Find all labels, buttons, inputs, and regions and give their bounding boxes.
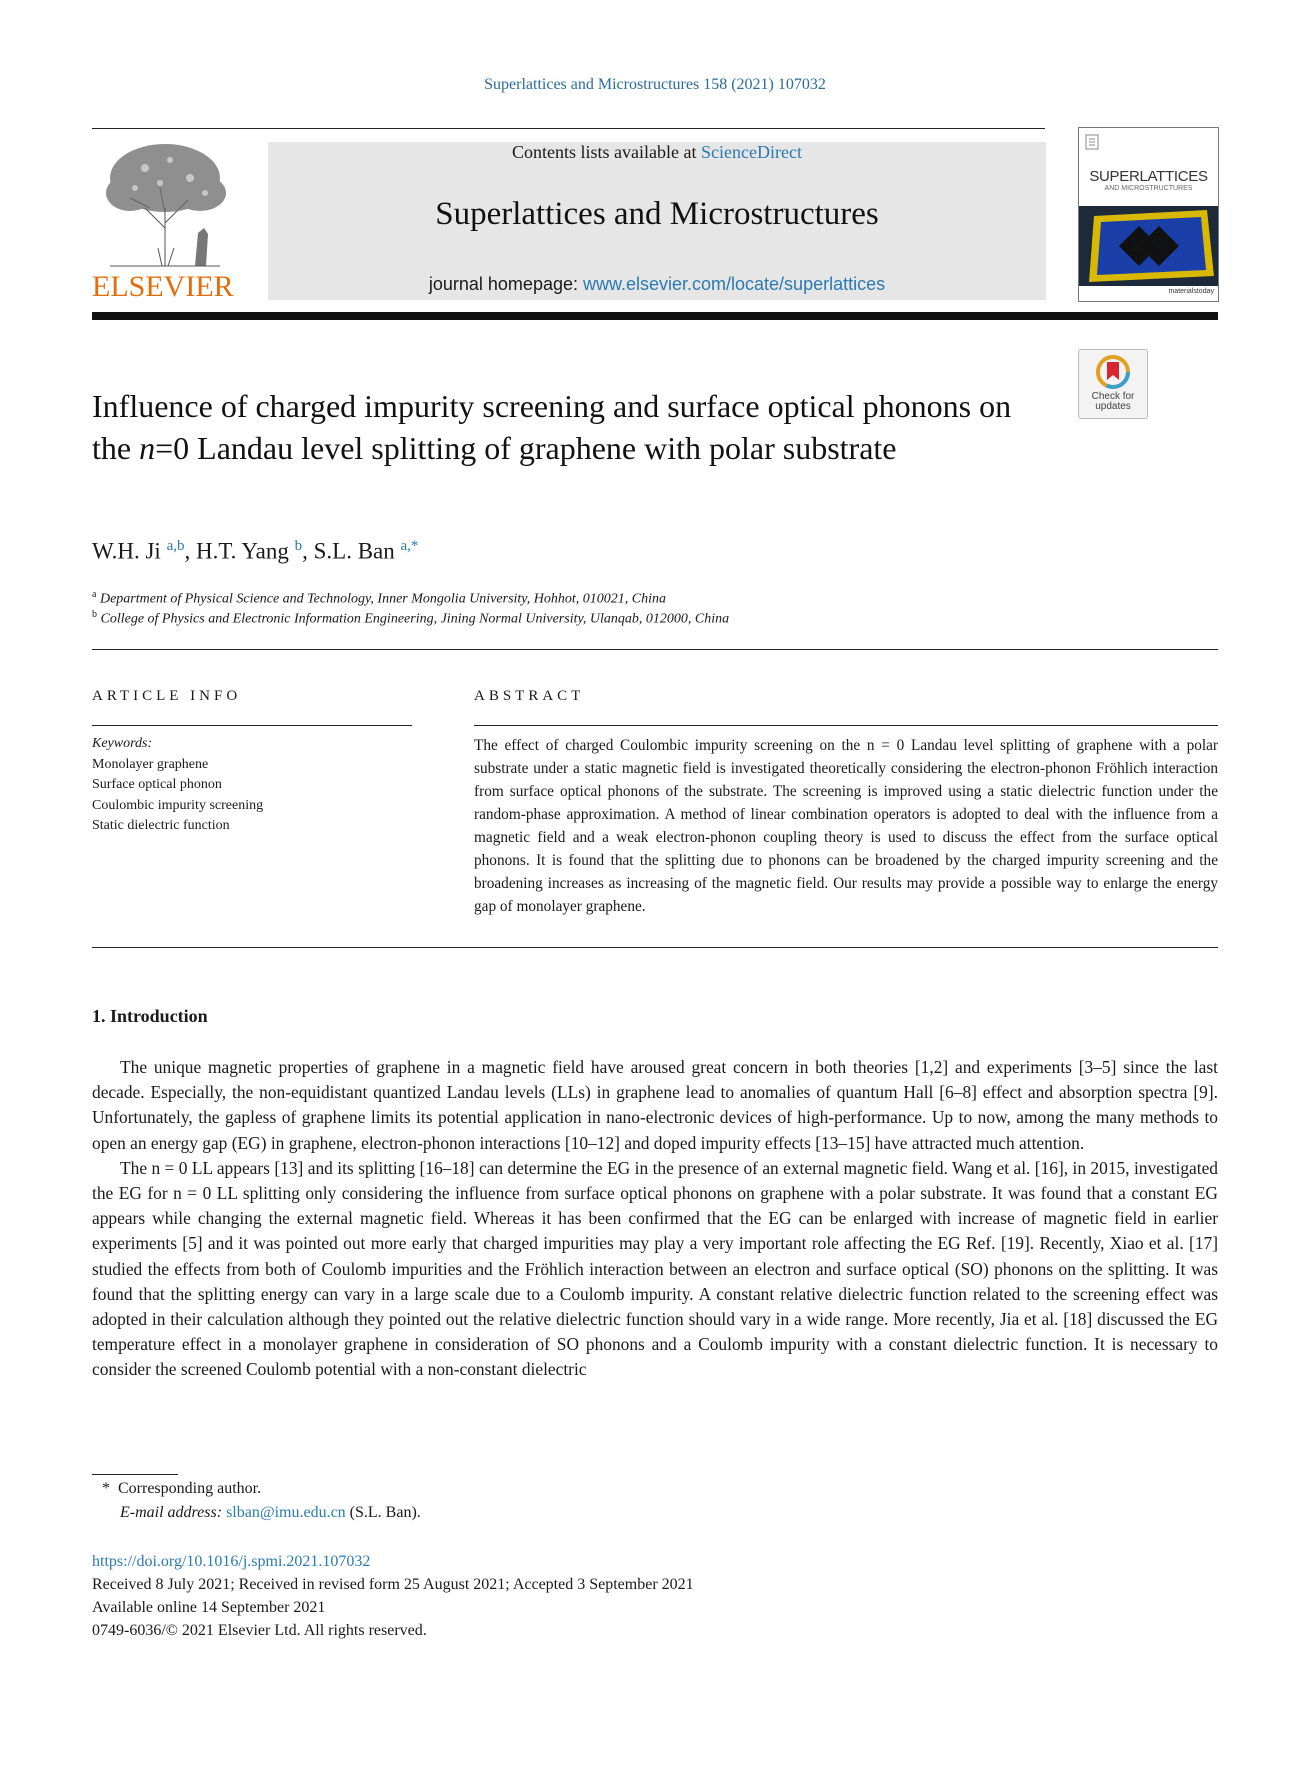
- affiliation-label: a: [92, 589, 97, 600]
- homepage-prefix: journal homepage:: [428, 274, 583, 294]
- author-affiliation-ref[interactable]: a,b: [166, 538, 185, 554]
- cover-subtitle: AND MICROSTRUCTURES: [1104, 185, 1193, 192]
- author-name: W.H. Ji: [92, 538, 161, 564]
- journal-reference[interactable]: Superlattices and Microstructures 158 (2021) 107032: [484, 76, 826, 93]
- affiliation-text: College of Physics and Electronic Information Engineering, Jining Normal University, Ulanqab, 012000, China: [100, 611, 730, 627]
- affiliation: [92, 609, 729, 628]
- article-title: [92, 385, 1022, 469]
- keywords-label: Keywords:: [92, 736, 153, 751]
- keyword: Coulombic impurity screening: [92, 797, 264, 813]
- email-label: E-mail address:: [120, 1504, 223, 1521]
- introduction-body: [92, 1055, 1218, 1383]
- affiliation: [92, 589, 666, 608]
- title-part-1: Influence of charged impurity screening and surface optical phonons on the: [92, 388, 1012, 466]
- author-name: S.L. Ban: [313, 538, 395, 564]
- header-thick-rule: [92, 312, 1218, 320]
- sciencedirect-link[interactable]: ScienceDirect: [701, 142, 802, 162]
- author-list: [92, 538, 418, 565]
- contents-prefix: Contents lists available at: [512, 142, 701, 162]
- available-online: Available online 14 September 2021: [92, 1599, 326, 1616]
- homepage-link[interactable]: www.elsevier.com/locate/superlattices: [582, 274, 886, 294]
- author-separator: ,: [184, 538, 196, 564]
- title-n: n: [139, 430, 156, 466]
- keyword: Static dielectric function: [92, 818, 230, 833]
- email-note: [120, 1504, 421, 1522]
- check-updates-label: Check for updates: [1091, 391, 1135, 412]
- abstract-rule: [474, 725, 1218, 726]
- affiliation-label: b: [92, 609, 97, 620]
- cover-logo-icon: [1085, 134, 1099, 150]
- journal-title: Superlattices and Microstructures: [435, 196, 879, 232]
- abstract-heading: ABSTRACT: [474, 688, 585, 704]
- doi-link[interactable]: https://doi.org/10.1016/j.spmi.2021.107032: [92, 1553, 371, 1570]
- introduction-heading: 1. Introduction: [92, 1006, 208, 1026]
- email-suffix: (S.L. Ban).: [345, 1504, 421, 1521]
- affiliation-text: Department of Physical Science and Technology, Inner Mongolia University, Hohhot, 010021, China: [99, 591, 666, 607]
- abstract-text: The effect of charged Coulombic impurity screening on the n = 0 Landau level splitting of graphene with a polar substrate under a static magnetic field is investigated theoretically considering the electron-phonon Fröhlich interaction from surface optical phonons of the substrate. The screening is improved using a static dielectric function under the random-phase approximation. A method of linear combination operators is adopted to deal with the influence from a magnetic field and a weak electron-phonon coupling theory is used to discuss the effect from the surface optical phonons. It is found that the splitting due to phonons can be broadened by the charged impurity screening and the broadening increases as increasing of the magnetic field. Our results may provide a possible way to enlarge the energy gap of monolayer graphene.: [474, 737, 1218, 915]
- paragraph: The n = 0 LL appears [13] and its splitting [16–18] can determine the EG in the presence of an external magnetic field. Wang et al. [16], in 2015, investigated the EG for n = 0 LL splitting only considering the influence from surface optical phonons on graphene with a polar substrate. It was found that a constant EG appears while changing the external magnetic field. Whereas it has been confirmed that the EG can be enlarged with increase of magnetic field in earlier experiments [5] and it was pointed out more early that charged impurities may play a very important role affecting the EG Ref. [19]. Recently, Xiao et al. [17] studied the effects from both of Coulomb impurities and the Fröhlich interaction between an electron and surface optical (SO) phonons on the splitting. It was found that the splitting energy can vary in a large scale due to a Coulomb impurity. A constant relative dielectric function related to the screening effect was adopted in their calculation although they pointed out the relative dielectric function should vary in a wide range. More recently, Jia et al. [18] discussed the EG temperature effect in a monolayer graphene in consideration of SO phonons and a Coulomb impurity with a constant dielectric function. It is necessary to consider the screened Coulomb potential with a non-constant dielectric: [92, 1157, 1218, 1380]
- footnote-rule: [92, 1474, 178, 1475]
- header-rule: [92, 128, 1045, 129]
- elsevier-wordmark: ELSEVIER: [92, 270, 234, 303]
- journal-cover[interactable]: [1078, 127, 1219, 302]
- copyright: 0749-6036/© 2021 Elsevier Ltd. All rights reserved.: [92, 1622, 427, 1639]
- check-updates-icon: [1096, 354, 1130, 390]
- received-dates: Received 8 July 2021; Received in revised form 25 August 2021; Accepted 3 September 2021: [92, 1576, 694, 1593]
- cover-footer: materialstoday: [1168, 288, 1214, 295]
- corresponding-label: Corresponding author.: [118, 1480, 262, 1497]
- cover-artwork: [1079, 206, 1218, 286]
- contents-line: [268, 142, 1046, 163]
- keyword: Surface optical phonon: [92, 777, 222, 792]
- article-info-heading: ARTICLE INFO: [92, 688, 242, 704]
- title-part-2: =0 Landau level splitting of graphene with polar substrate: [155, 430, 897, 466]
- cover-title: SUPERLATTICES: [1089, 168, 1208, 185]
- footnote-marker: *: [102, 1480, 110, 1497]
- section-rule: [92, 649, 1218, 650]
- author-affiliation-ref[interactable]: b: [294, 538, 303, 554]
- author-name: H.T. Yang: [195, 538, 289, 564]
- keywords-block: [92, 734, 422, 837]
- paragraph: The unique magnetic properties of graphene in a magnetic field have aroused great concern in both theories [1,2] and experiments [3–5] since the last decade. Especially, the non-equidistant quantized Landau levels (LLs) in graphene lead to anomalies of quantum Hall [6–8] effect and absorption spectra [9]. Unfortunately, the gapless of graphene limits its potential application in nano-electronic devices of high-performance. Up to now, among the many methods to open an energy gap (EG) in graphene, electron-phonon interactions [10–12] and doped impurity effects [13–15] have attracted much attention.: [92, 1057, 1218, 1153]
- abstract-bottom-rule: [92, 947, 1218, 948]
- article-info-rule: [92, 725, 412, 726]
- corresponding-author-note: [102, 1480, 261, 1498]
- keyword: Monolayer graphene: [92, 756, 209, 772]
- homepage-line: [268, 274, 1046, 295]
- author-separator: ,: [302, 538, 314, 564]
- email-link[interactable]: slban@imu.edu.cn: [226, 1504, 346, 1521]
- check-for-updates-badge[interactable]: [1078, 349, 1148, 419]
- author-affiliation-ref[interactable]: a,*: [400, 538, 419, 554]
